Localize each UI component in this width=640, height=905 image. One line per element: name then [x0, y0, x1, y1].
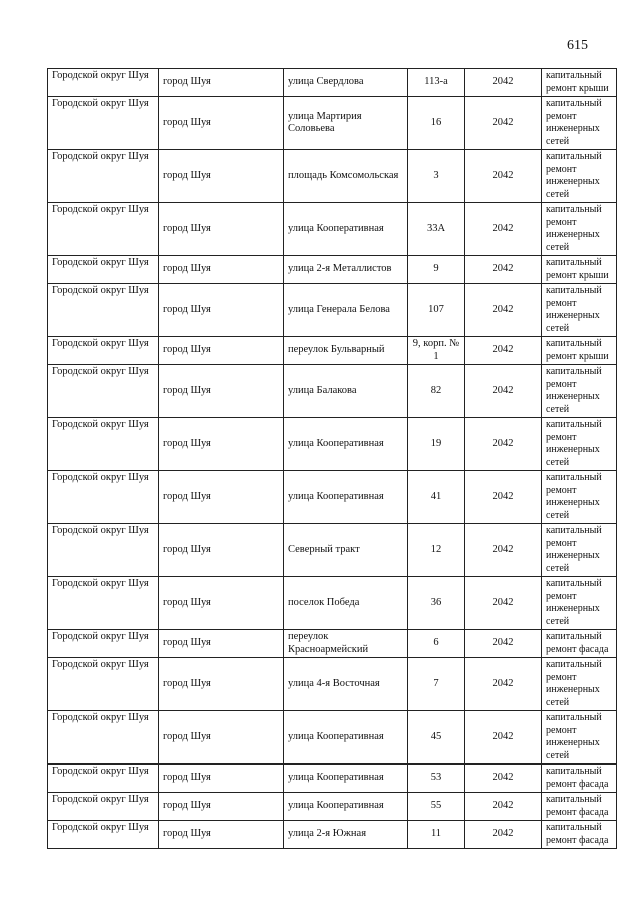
year-cell: 2042: [465, 524, 542, 577]
street-cell: улица Кооперативная: [284, 203, 408, 256]
okrug-cell: Городской округ Шуя: [48, 524, 159, 577]
work-type-cell: капитальный ремонт инженерных сетей: [542, 658, 617, 711]
house-number-cell: 11: [408, 821, 465, 849]
house-number-cell: 3: [408, 150, 465, 203]
table-row: [48, 821, 617, 849]
table-row: [48, 658, 617, 711]
okrug-cell: Городской округ Шуя: [48, 711, 159, 765]
street-cell: улица 4-я Восточная: [284, 658, 408, 711]
city-cell: город Шуя: [159, 524, 284, 577]
table-row: [48, 69, 617, 97]
okrug-cell: Городской округ Шуя: [48, 337, 159, 365]
year-cell: 2042: [465, 284, 542, 337]
work-type-cell: капитальный ремонт крыши: [542, 337, 617, 365]
work-type-cell: капитальный ремонт инженерных сетей: [542, 418, 617, 471]
house-number-cell: 36: [408, 577, 465, 630]
city-cell: город Шуя: [159, 471, 284, 524]
okrug-cell: Городской округ Шуя: [48, 658, 159, 711]
work-type-cell: капитальный ремонт крыши: [542, 69, 617, 97]
work-type-cell: капитальный ремонт крыши: [542, 256, 617, 284]
work-type-cell: капитальный ремонт инженерных сетей: [542, 524, 617, 577]
work-type-cell: капитальный ремонт инженерных сетей: [542, 577, 617, 630]
year-cell: 2042: [465, 150, 542, 203]
work-type-cell: капитальный ремонт инженерных сетей: [542, 365, 617, 418]
year-cell: 2042: [465, 256, 542, 284]
work-type-cell: капитальный ремонт фасада: [542, 630, 617, 658]
okrug-cell: Городской округ Шуя: [48, 577, 159, 630]
table-row: [48, 337, 617, 365]
house-number-cell: 113-а: [408, 69, 465, 97]
city-cell: город Шуя: [159, 711, 284, 765]
table-row: [48, 711, 617, 765]
work-type-cell: капитальный ремонт инженерных сетей: [542, 150, 617, 203]
year-cell: 2042: [465, 471, 542, 524]
year-cell: 2042: [465, 97, 542, 150]
table-row: [48, 97, 617, 150]
city-cell: город Шуя: [159, 150, 284, 203]
table-row: [48, 203, 617, 256]
street-cell: улица Свердлова: [284, 69, 408, 97]
okrug-cell: Городской округ Шуя: [48, 630, 159, 658]
work-type-cell: капитальный ремонт инженерных сетей: [542, 97, 617, 150]
house-number-cell: 9, корп. № 1: [408, 337, 465, 365]
okrug-cell: Городской округ Шуя: [48, 821, 159, 849]
house-number-cell: 19: [408, 418, 465, 471]
year-cell: 2042: [465, 793, 542, 821]
street-cell: поселок Победа: [284, 577, 408, 630]
table-row: [48, 150, 617, 203]
okrug-cell: Городской округ Шуя: [48, 69, 159, 97]
city-cell: город Шуя: [159, 365, 284, 418]
street-cell: улица Кооперативная: [284, 793, 408, 821]
okrug-cell: Городской округ Шуя: [48, 471, 159, 524]
work-type-cell: капитальный ремонт фасада: [542, 764, 617, 793]
table-row: [48, 284, 617, 337]
street-cell: переулок Бульварный: [284, 337, 408, 365]
street-cell: переулок Красноармейский: [284, 630, 408, 658]
okrug-cell: Городской округ Шуя: [48, 97, 159, 150]
house-number-cell: 6: [408, 630, 465, 658]
street-cell: площадь Комсомольская: [284, 150, 408, 203]
year-cell: 2042: [465, 577, 542, 630]
city-cell: город Шуя: [159, 69, 284, 97]
table-row: [48, 577, 617, 630]
street-cell: улица Кооперативная: [284, 418, 408, 471]
repair-schedule-table: [47, 68, 617, 849]
street-cell: улица Кооперативная: [284, 711, 408, 765]
city-cell: город Шуя: [159, 203, 284, 256]
table-row: [48, 630, 617, 658]
okrug-cell: Городской округ Шуя: [48, 256, 159, 284]
city-cell: город Шуя: [159, 764, 284, 793]
city-cell: город Шуя: [159, 256, 284, 284]
house-number-cell: 33А: [408, 203, 465, 256]
house-number-cell: 55: [408, 793, 465, 821]
street-cell: улица 2-я Металлистов: [284, 256, 408, 284]
house-number-cell: 41: [408, 471, 465, 524]
house-number-cell: 12: [408, 524, 465, 577]
street-cell: улица Кооперативная: [284, 764, 408, 793]
table-row: [48, 793, 617, 821]
city-cell: город Шуя: [159, 630, 284, 658]
table-row: [48, 764, 617, 793]
street-cell: улица Мартирия Соловьева: [284, 97, 408, 150]
page-number: 615: [567, 38, 588, 53]
okrug-cell: Городской округ Шуя: [48, 150, 159, 203]
table-row: [48, 418, 617, 471]
year-cell: 2042: [465, 630, 542, 658]
table-row: [48, 471, 617, 524]
table-row: [48, 256, 617, 284]
year-cell: 2042: [465, 69, 542, 97]
street-cell: Северный тракт: [284, 524, 408, 577]
street-cell: улица Генерала Белова: [284, 284, 408, 337]
year-cell: 2042: [465, 764, 542, 793]
work-type-cell: капитальный ремонт инженерных сетей: [542, 711, 617, 765]
house-number-cell: 107: [408, 284, 465, 337]
house-number-cell: 53: [408, 764, 465, 793]
year-cell: 2042: [465, 658, 542, 711]
city-cell: город Шуя: [159, 821, 284, 849]
house-number-cell: 82: [408, 365, 465, 418]
okrug-cell: Городской округ Шуя: [48, 284, 159, 337]
street-cell: улица Кооперативная: [284, 471, 408, 524]
okrug-cell: Городской округ Шуя: [48, 203, 159, 256]
work-type-cell: капитальный ремонт фасада: [542, 821, 617, 849]
okrug-cell: Городской округ Шуя: [48, 793, 159, 821]
house-number-cell: 7: [408, 658, 465, 711]
year-cell: 2042: [465, 337, 542, 365]
city-cell: город Шуя: [159, 418, 284, 471]
house-number-cell: 9: [408, 256, 465, 284]
house-number-cell: 16: [408, 97, 465, 150]
street-cell: улица 2-я Южная: [284, 821, 408, 849]
year-cell: 2042: [465, 365, 542, 418]
work-type-cell: капитальный ремонт инженерных сетей: [542, 471, 617, 524]
work-type-cell: капитальный ремонт инженерных сетей: [542, 203, 617, 256]
city-cell: город Шуя: [159, 284, 284, 337]
house-number-cell: 45: [408, 711, 465, 765]
year-cell: 2042: [465, 418, 542, 471]
table-row: [48, 365, 617, 418]
street-cell: улица Балакова: [284, 365, 408, 418]
work-type-cell: капитальный ремонт инженерных сетей: [542, 284, 617, 337]
okrug-cell: Городской округ Шуя: [48, 764, 159, 793]
year-cell: 2042: [465, 203, 542, 256]
city-cell: город Шуя: [159, 658, 284, 711]
okrug-cell: Городской округ Шуя: [48, 418, 159, 471]
city-cell: город Шуя: [159, 97, 284, 150]
work-type-cell: капитальный ремонт фасада: [542, 793, 617, 821]
okrug-cell: Городской округ Шуя: [48, 365, 159, 418]
city-cell: город Шуя: [159, 793, 284, 821]
city-cell: город Шуя: [159, 577, 284, 630]
table-row: [48, 524, 617, 577]
year-cell: 2042: [465, 711, 542, 765]
year-cell: 2042: [465, 821, 542, 849]
city-cell: город Шуя: [159, 337, 284, 365]
